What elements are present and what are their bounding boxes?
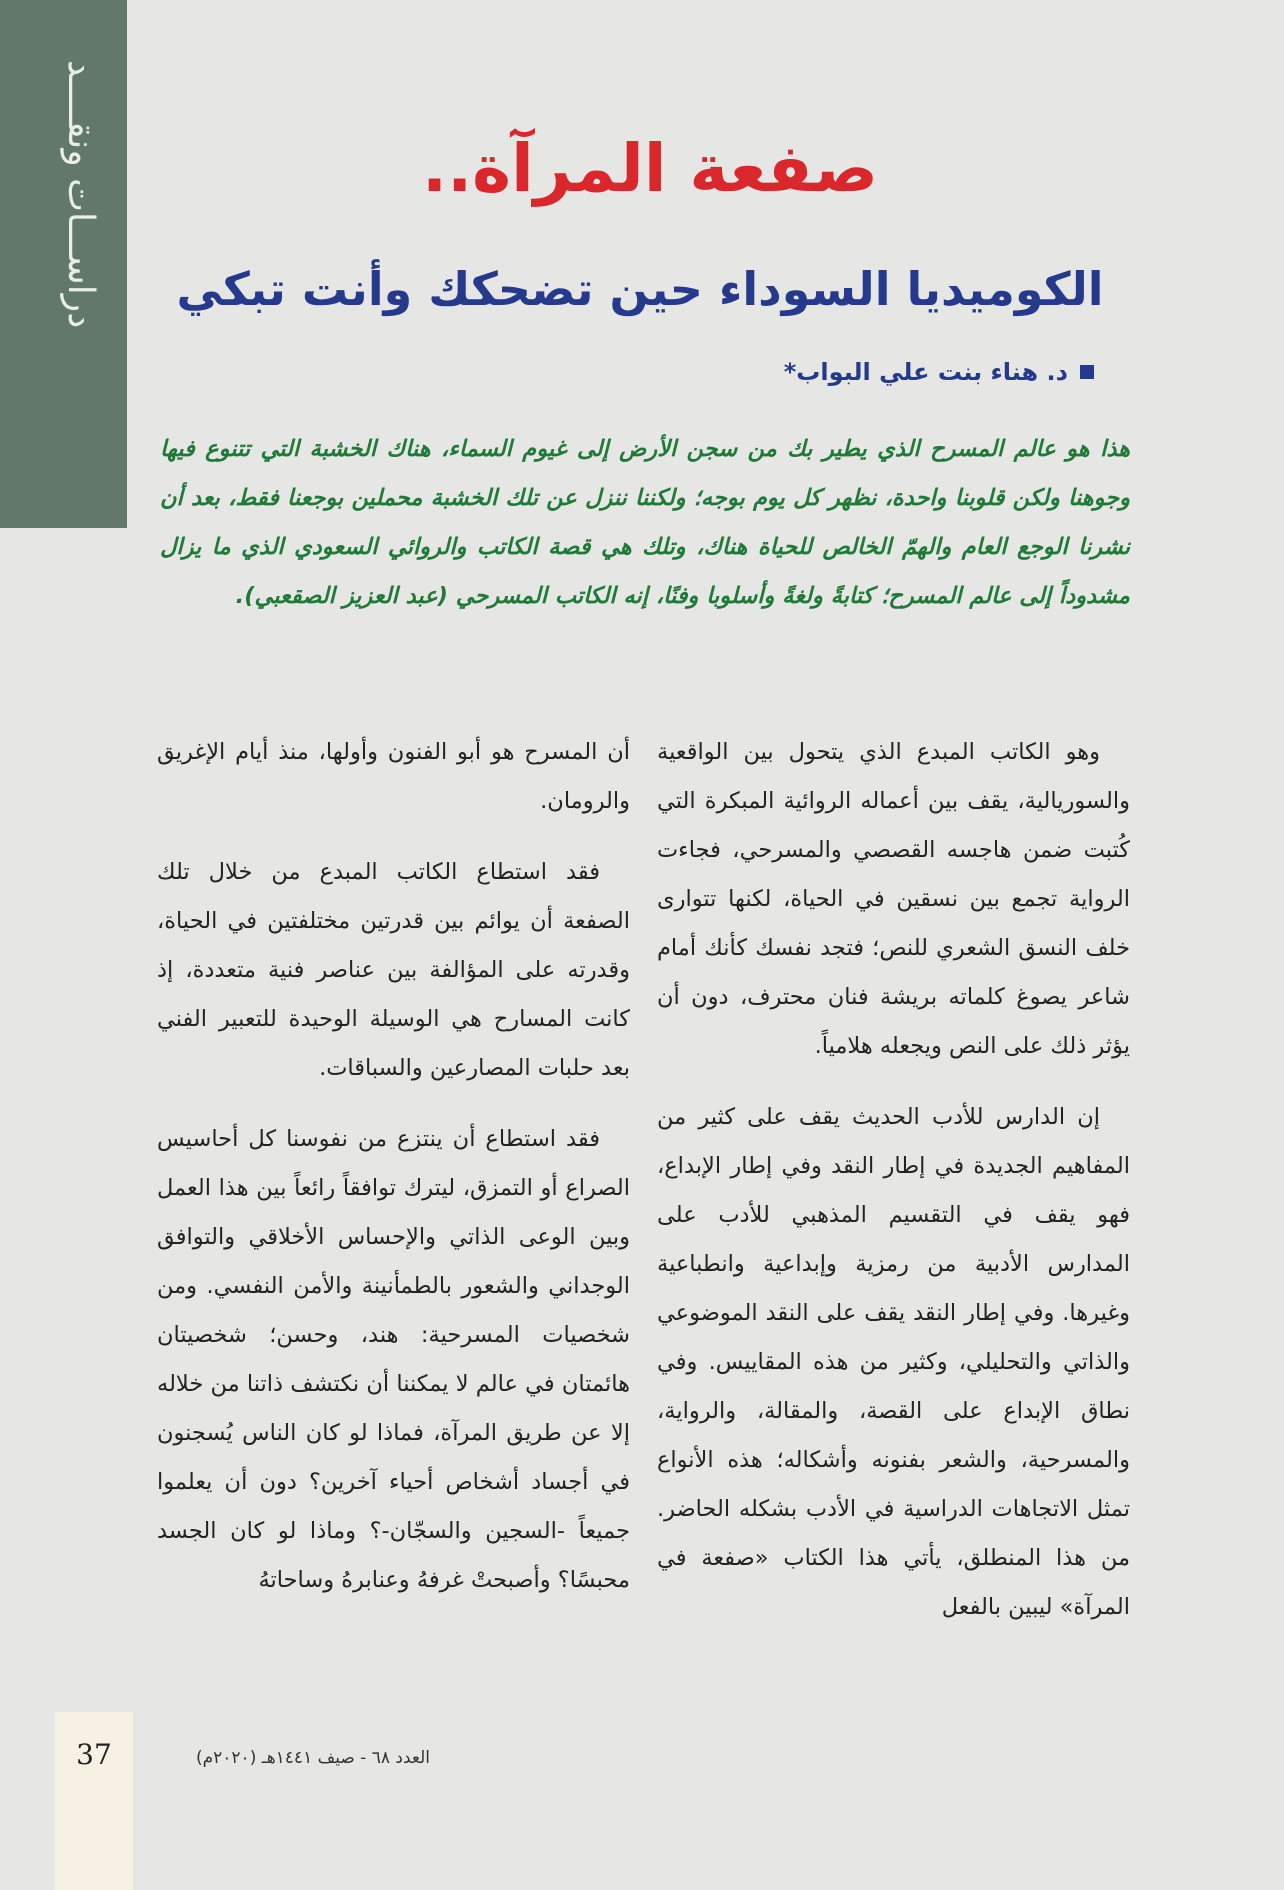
article-title: صفعة المرآة.. <box>422 130 878 207</box>
page-number-box <box>55 1712 133 1890</box>
paragraph: أن المسرح هو أبو الفنون وأولها، منذ أيام الإغريق والرومان. <box>157 739 630 814</box>
page-number: 37 <box>76 1738 112 1771</box>
section-label: دراســـات ونقــــد <box>60 60 101 329</box>
paragraph: فقد استطاع الكاتب المبدع من خلال تلك الصفعة أن يوائم بين قدرتين مختلفتين في الحياة، وقدرته على المؤالفة بين عناصر فنية متعددة، إذ كانت المسارح هي الوسيلة الوحيدة للتعبير الفني بعد حلبات المصارعين والسباقات. <box>157 859 630 1081</box>
body-column-left <box>157 728 630 1605</box>
section-side-tab <box>0 0 127 528</box>
article-subtitle: الكوميديا السوداء حين تضحكك وأنت تبكي <box>176 262 1104 316</box>
paragraph: إن الدارس للأدب الحديث يقف على كثير من المفاهيم الجديدة في إطار النقد وفي إطار الإبداع، فهو يقف في التقسيم المذهبي للأدب على المدارس الأدبية من رمزية وإبداعية وانطباعية وغيرها. وفي إطار النقد يقف على النقد الموضوعي والذاتي والتحليلي، وكثير من هذه المقاييس. وفي نطاق الإبداع على القصة، والمقالة، والرواية، والمسرحية، والشعر بفنونه وأشكاله؛ هذه الأنواع تمثل الاتجاهات الدراسية في الأدب بشكله الحاضر. من هذا المنطلق، يأتي هذا الكتاب «صفعة في المرآة» ليبين بالفعل <box>657 1104 1130 1620</box>
author-line <box>784 358 1094 386</box>
paragraph: وهو الكاتب المبدع الذي يتحول بين الواقعية والسوريالية، يقف بين أعماله الروائية المبكرة التي كُتبت ضمن هاجسه القصصي والمسرحي، فجاءت الرواية تجمع بين نسقين في الحياة، لكنها تتوارى خلف النسق الشعري للنص؛ فتجد نفسك كأنك أمام شاعر يصوغ كلماته بريشة فنان محترف، دون أن يؤثر ذلك على النص ويجعله هلامياً. <box>657 739 1130 1059</box>
article-intro: هذا هو عالم المسرح الذي يطير بك من سجن الأرض إلى غيوم السماء، هناك الخشبة التي تتنوع فيها وجوهنا ولكن قلوبنا واحدة، نظهر كل يوم بوجه؛ ولكننا ننزل عن تلك الخشبة محملين بوجعنا فقط، بعد أن نشرنا الوجع العام والهمّ الخالص للحياة هناك، وتلك هي قصة الكاتب والروائي السعودي الذي ما يزال مشدوداً إلى عالم المسرح؛ كتابةً ولغةً وأسلوبا وفنًا، إنه الكاتب المسرحي (عبد العزيز الصقعبي). <box>160 436 1130 609</box>
body-column-right <box>657 728 1130 1632</box>
author-name: د. هناء بنت علي البواب* <box>783 358 1068 386</box>
issue-info: العدد ٦٨ - صيف ١٤٤١هـ (٢٠٢٠م) <box>195 1748 430 1768</box>
paragraph: فقد استطاع أن ينتزع من نفوسنا كل أحاسيس الصراع أو التمزق، ليترك توافقاً رائعاً بين هذا العمل وبين الوعى الذاتي والإحساس الأخلاقي والتوافق الوجداني والشعور بالطمأنينة والأمن النفسي. ومن شخصيات المسرحية: هند، وحسن؛ شخصيتان هائمتان في عالم لا يمكننا أن نكتشف ذاتنا من خلاله إلا عن طريق المرآة، فماذا لو كان الناس يُسجنون في أجساد أشخاص أحياء آخرين؟ دون أن يعلموا جميعاً -السجين والسجّان-؟ وماذا لو كان الجسد محبسًا؟ وأصبحتْ غرفهُ وعنابرهُ وساحاتهُ <box>157 1126 630 1593</box>
bullet-square-icon <box>1080 365 1094 379</box>
